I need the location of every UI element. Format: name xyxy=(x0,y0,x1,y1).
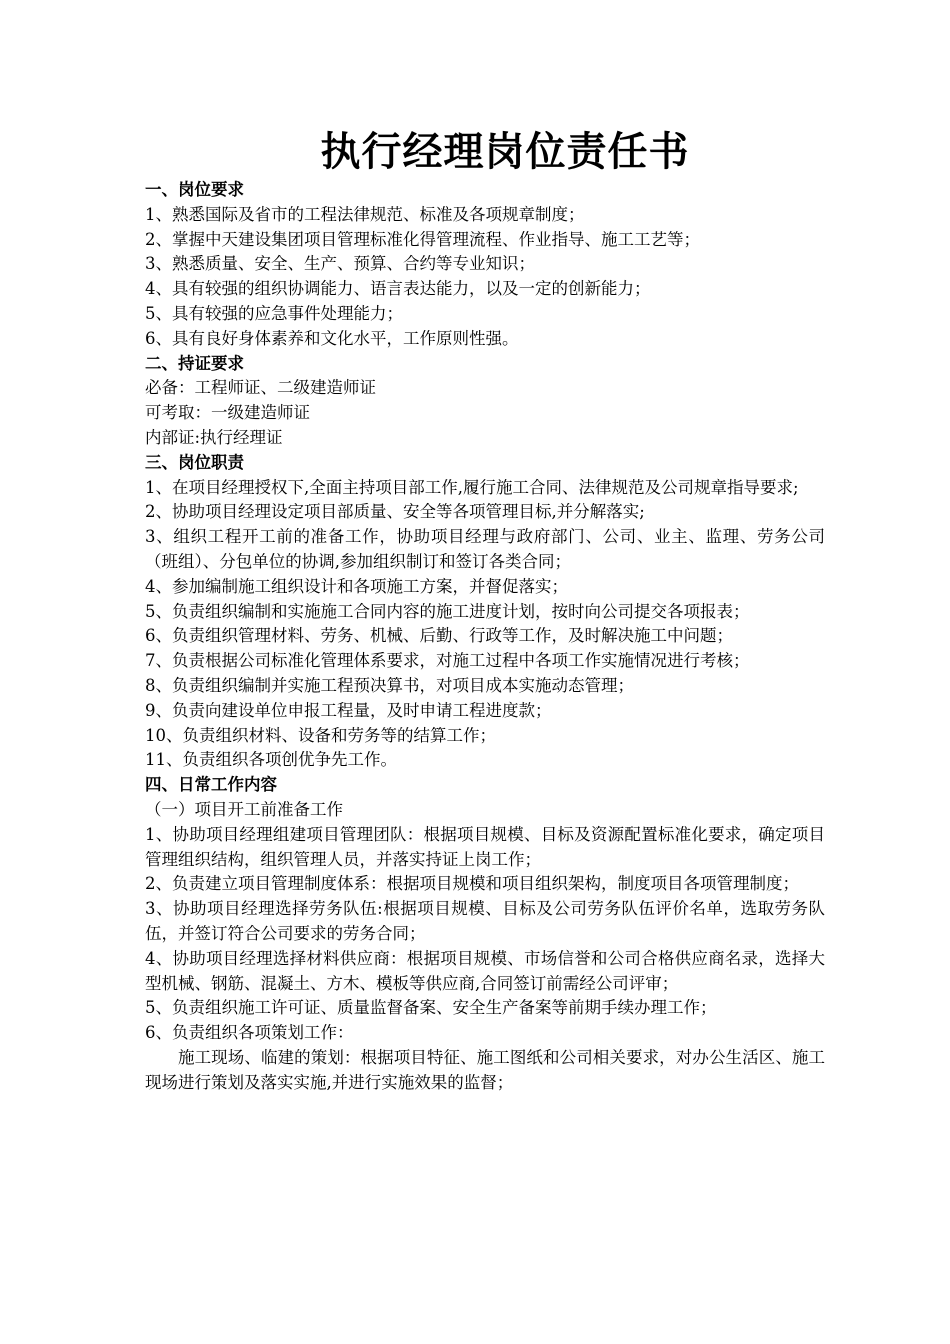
list-item: 6、负责组织各项策划工作： xyxy=(145,1023,354,1043)
list-item: 6、具有良好身体素养和文化水平，工作原则性强。 xyxy=(145,328,519,348)
list-item: 5、具有较强的应急事件处理能力； xyxy=(145,303,403,323)
list-item: 1、熟悉国际及省市的工程法律规范、标准及各项规章制度； xyxy=(145,204,585,224)
list-item: 4、参加编制施工组织设计和各项施工方案，并督促落实； xyxy=(145,576,568,596)
list-item: 1、在项目经理授权下,全面主持项目部工作,履行施工合同、法律规范及公司规章指导要求; xyxy=(145,477,799,497)
section-job-requirements xyxy=(145,178,825,352)
indented-paragraph: 施工现场、临建的策划：根据项目特征、施工图纸和公司相关要求，对办公生活区、施工现场进行策划及落实实施,并进行实施效果的监督； xyxy=(145,1047,825,1092)
section-daily-work xyxy=(145,773,825,1095)
list-item: 3、协助项目经理选择劳务队伍:根据项目规模、目标及公司劳务队伍评价名单，选取劳务队伍，并签订符合公司要求的劳务合同； xyxy=(145,899,825,943)
section-heading: 三、岗位职责 xyxy=(145,452,244,472)
section-job-duties xyxy=(145,451,825,773)
list-item: 3、熟悉质量、安全、生产、预算、合约等专业知识； xyxy=(145,254,535,274)
list-item: 7、负责根据公司标准化管理体系要求，对施工过程中各项工作实施情况进行考核； xyxy=(145,651,750,671)
document-page xyxy=(145,128,825,1095)
list-item: 5、负责组织编制和实施施工合同内容的施工进度计划，按时向公司提交各项报表； xyxy=(145,601,750,621)
list-item: 5、负责组织施工许可证、质量监督备案、安全生产备案等前期手续办理工作； xyxy=(145,998,717,1018)
list-item: 2、协助项目经理设定项目部质量、安全等各项管理目标,并分解落实; xyxy=(145,502,645,522)
list-item: 9、负责向建设单位申报工程量，及时申请工程进度款； xyxy=(145,700,552,720)
list-item: 8、负责组织编制并实施工程预决算书，对项目成本实施动态管理； xyxy=(145,675,634,695)
list-item: 1、协助项目经理组建项目管理团队：根据项目规模、目标及资源配置标准化要求，确定项目管理组织结构，组织管理人员，并落实持证上岗工作； xyxy=(145,824,825,869)
section-heading: 二、持证要求 xyxy=(145,353,244,373)
section-heading: 一、岗位要求 xyxy=(145,180,244,199)
list-item: 6、负责组织管理材料、劳务、机械、后勤、行政等工作，及时解决施工中问题； xyxy=(145,626,733,646)
list-item: 2、负责建立项目管理制度体系：根据项目规模和项目组织架构，制度项目各项管理制度； xyxy=(145,874,799,894)
list-item: 4、协助项目经理选择材料供应商：根据项目规模、市场信誉和公司合格供应商名录，选择大型机械、钢筋、混凝土、方木、模板等供应商,合同签订前需经公司评审； xyxy=(145,948,825,993)
section-heading: 四、日常工作内容 xyxy=(145,775,277,795)
list-item: 2、掌握中天建设集团项目管理标准化得管理流程、作业指导、施工工艺等； xyxy=(145,229,700,249)
list-item: 10、负责组织材料、设备和劳务等的结算工作； xyxy=(145,725,496,745)
subsection-heading: （一）项目开工前准备工作 xyxy=(145,799,343,819)
list-item: 必备：工程师证、二级建造师证 xyxy=(145,378,376,398)
list-item: 内部证:执行经理证 xyxy=(145,427,283,447)
list-item: 可考取：一级建造师证 xyxy=(145,403,310,423)
document-title: 执行经理岗位责任书 xyxy=(320,128,690,175)
section-certificate-requirements xyxy=(145,352,825,451)
list-item: 4、具有较强的组织协调能力、语言表达能力，以及一定的创新能力； xyxy=(145,279,651,299)
list-item: 11、负责组织各项创优争先工作。 xyxy=(145,750,397,770)
list-item: 3、组织工程开工前的准备工作，协助项目经理与政府部门、公司、业主、监理、劳务公司（班组）、分包单位的协调,参加组织制订和签订各类合同； xyxy=(145,527,825,571)
